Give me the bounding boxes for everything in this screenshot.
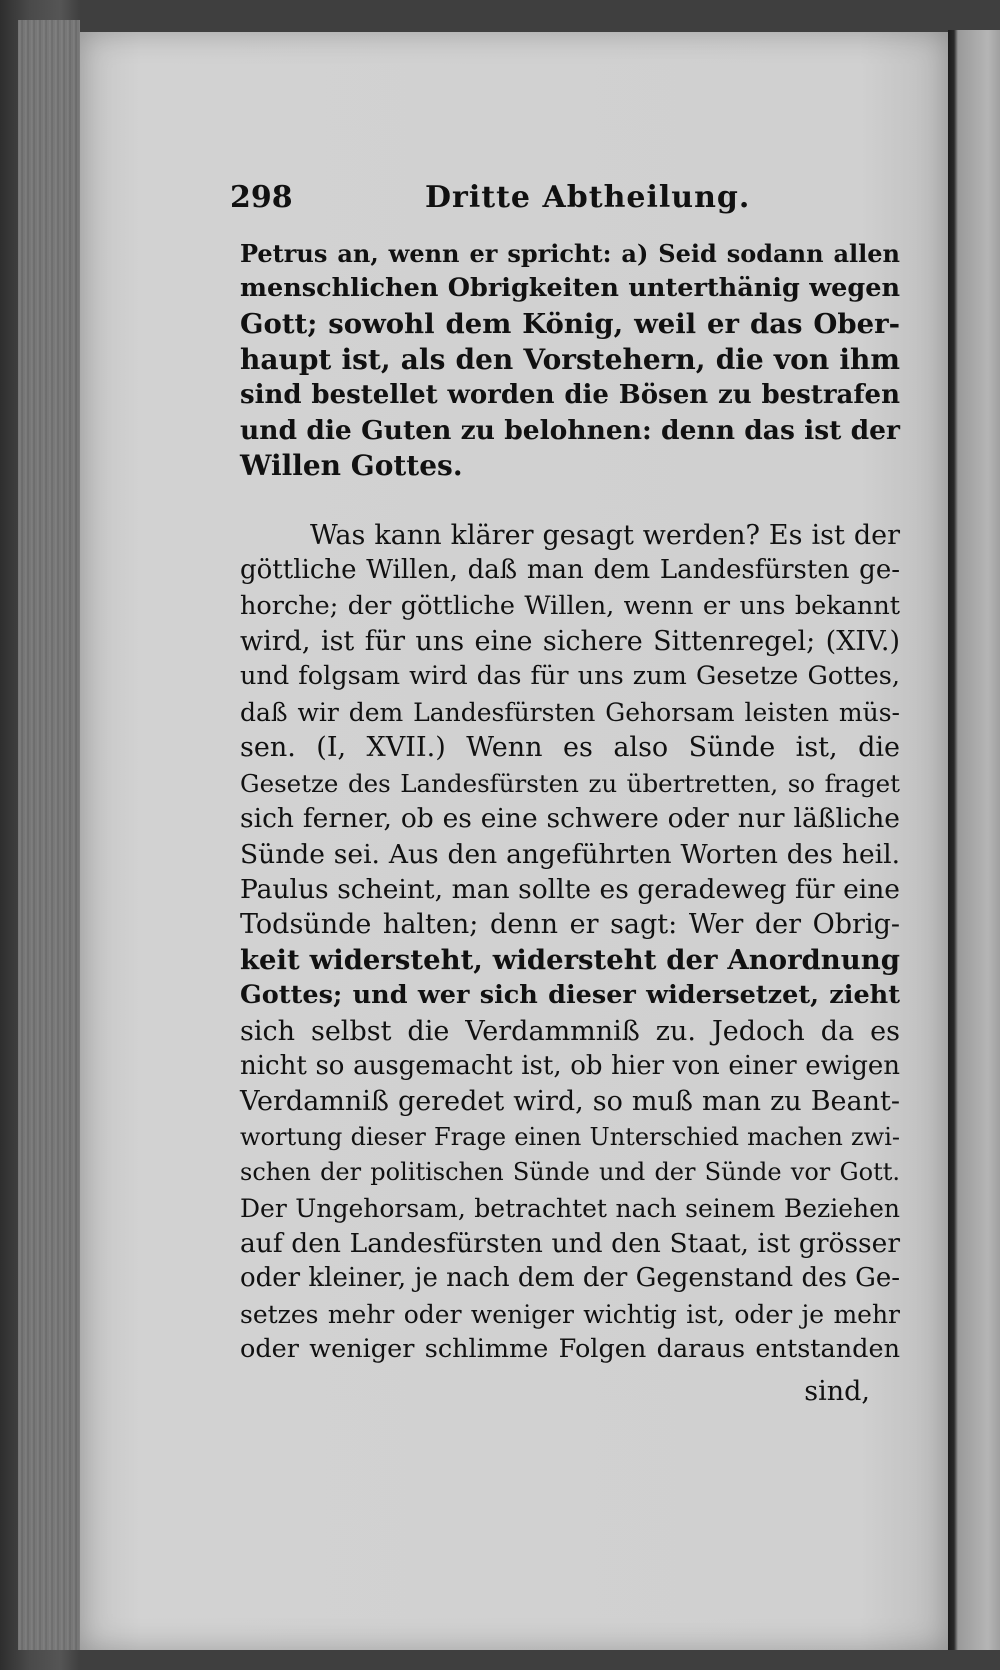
text-line: wortung dieser Frage einen Unterschied machen zwi- <box>240 1122 900 1151</box>
page-text <box>230 180 901 1416</box>
text-line: menschlichen Obrigkeiten unterthänig wegen <box>240 273 900 304</box>
paragraph-quotation <box>240 236 900 484</box>
text-line: auf den Landesfürsten und den Staat, ist grösser <box>240 1227 900 1259</box>
text-line: Gottes; und wer sich dieser widersetzet, zieht <box>240 980 900 1011</box>
text-line: sen. (I, XVII.) Wenn es also Sünde ist, die <box>240 732 900 764</box>
text-line: sind bestellet worden die Bösen zu bestrafen <box>240 379 900 410</box>
text-line: göttliche Willen, daß man dem Landesfürsten ge- <box>240 555 900 586</box>
text-line: Paulus scheint, man sollte es geradeweg für eine <box>240 873 900 905</box>
text-line: Todsünde halten; denn er sagt: Wer der Obrig- <box>240 909 900 941</box>
text-line: horche; der göttliche Willen, wenn er uns bekannt <box>240 590 900 621</box>
catchword: sind, <box>804 1375 870 1407</box>
text-line: haupt ist, als den Vorstehern, die von ihm <box>240 343 900 377</box>
text-line: keit widersteht, widersteht der Anordnung <box>240 943 900 976</box>
text-line: oder kleiner, je nach dem der Gegenstand des Ge- <box>240 1263 901 1294</box>
text-line: Gesetze des Landesfürsten zu übertretten, so fraget <box>240 768 900 798</box>
text-line: Gott; sowohl dem König, weil er das Ober- <box>240 307 900 340</box>
text-line: daß wir dem Landesfürsten Gehorsam leisten müs- <box>240 697 900 727</box>
text-line: Sünde sei. Aus den angeführten Worten des heil. <box>240 838 900 870</box>
running-head <box>230 180 900 236</box>
text-line: schen der politischen Sünde und der Sünde vor Gott. <box>240 1158 900 1187</box>
catchword-row <box>240 1376 900 1416</box>
text-line: oder weniger schlimme Folgen daraus entstanden <box>240 1334 900 1365</box>
page-number: 298 <box>230 180 293 215</box>
text-line: wird, ist für uns eine sichere Sittenregel; (XIV.) <box>240 626 900 658</box>
text-line: nicht so ausgemacht ist, ob hier von einer ewigen <box>240 1050 900 1081</box>
text-line: und die Guten zu belohnen: denn das ist der <box>240 415 900 447</box>
running-title: Dritte Abtheilung. <box>425 180 751 215</box>
text-line: Verdamniß geredet wird, so muß man zu Beant- <box>240 1086 900 1118</box>
paragraph-gap <box>240 484 900 518</box>
facing-page-edge <box>948 30 1000 1650</box>
text-line: sich ferner, ob es eine schwere oder nur läßliche <box>240 803 900 835</box>
text-line: setzes mehr oder weniger wichtig ist, oder je mehr <box>240 1299 900 1329</box>
text-line: und folgsam wird das für uns zum Gesetze Gottes, <box>240 661 900 692</box>
text-line: Der Ungehorsam, betrachtet nach seinem Beziehen <box>240 1193 900 1223</box>
text-line: Was kann klärer gesagt werden? Es ist der <box>310 519 900 551</box>
page-stack-edge <box>18 20 80 1650</box>
paragraph-body <box>240 518 900 1368</box>
text-line: Willen Gottes. <box>240 449 463 483</box>
text-line: sich selbst die Verdammniß zu. Jedoch da es <box>240 1015 900 1047</box>
text-line: Petrus an, wenn er spricht: a) Seid sodann allen <box>240 239 900 268</box>
